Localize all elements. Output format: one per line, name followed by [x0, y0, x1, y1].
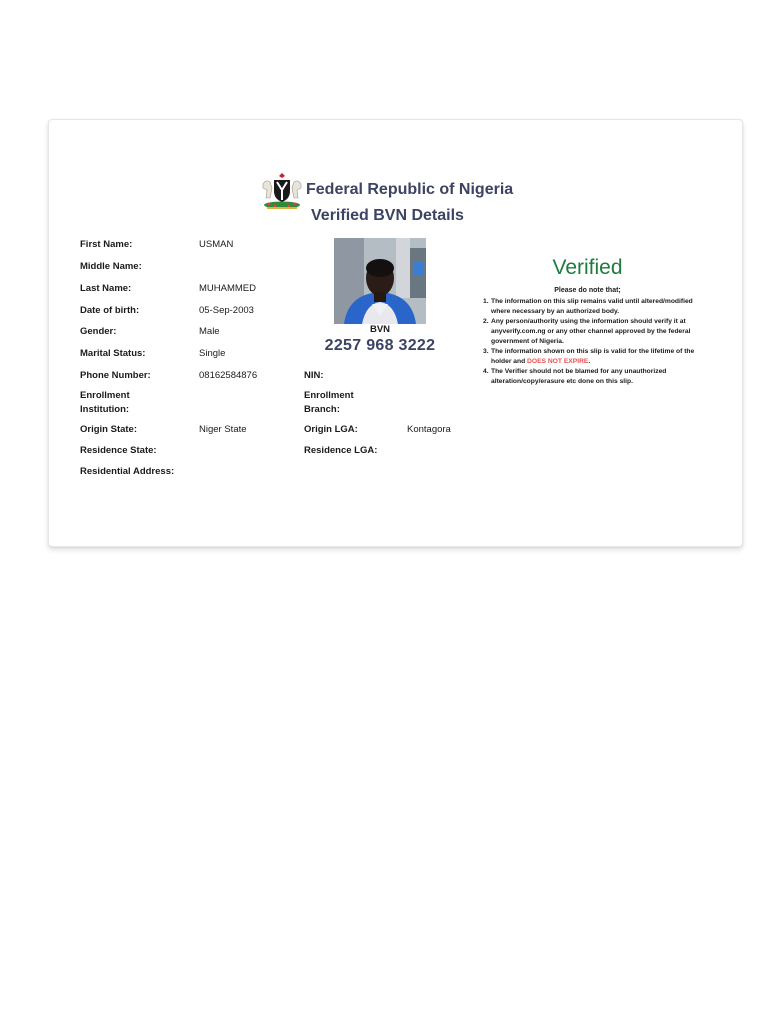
origin-lga-label: Origin LGA:: [304, 424, 358, 435]
list-item: [483, 317, 713, 347]
origin-lga-value: Kontagora: [407, 424, 451, 435]
notes-heading: Please do note that;: [554, 287, 621, 294]
gender-value: Male: [199, 326, 220, 337]
note-number: 2.: [483, 318, 489, 325]
enrollment-institution-label-line2: Institution:: [80, 404, 130, 415]
note-number: 1.: [483, 298, 489, 305]
verified-status: Verified: [552, 256, 623, 279]
note-text: Any person/authority using the information should verify it at anyverify.com.ng or any other channel approved by the federal government of Nigeria.: [491, 318, 691, 345]
note-text-end: .: [588, 358, 591, 365]
residential-address-label: Residential Address:: [80, 466, 175, 477]
nigeria-coat-of-arms-icon: [257, 172, 307, 210]
dob-label: Date of birth:: [80, 305, 140, 316]
page-title: Federal Republic of Nigeria: [306, 181, 514, 198]
marital-status-value: Single: [199, 348, 226, 359]
list-item: [483, 297, 713, 317]
middle-name-label: Middle Name:: [80, 261, 142, 272]
gender-label: Gender:: [80, 326, 117, 337]
notes-list: [483, 297, 713, 387]
enrollment-branch-label-line1: Enrollment: [304, 390, 354, 401]
slip-header: [49, 172, 742, 232]
residence-state-label: Residence State:: [80, 445, 157, 456]
note-text: The information on this slip remains valid until altered/modified where necessary by an authorized body.: [491, 298, 693, 315]
phone-value: 08162584876: [199, 370, 258, 381]
note-number: 3.: [483, 348, 489, 355]
bvn-slip-card: [48, 119, 743, 547]
note-text: The information shown on this slip is valid for the lifetime of the holder and: [491, 348, 695, 365]
dob-value: 05-Sep-2003: [199, 305, 254, 316]
bvn-number: 2257 968 3222: [324, 337, 436, 354]
nin-label: NIN:: [304, 370, 324, 381]
origin-state-label: Origin State:: [80, 424, 138, 435]
does-not-expire-highlight: DOES NOT EXPIRE: [527, 358, 589, 365]
first-name-label: First Name:: [80, 239, 133, 250]
first-name-value: USMAN: [199, 239, 234, 250]
residence-lga-label: Residence LGA:: [304, 445, 378, 456]
list-item: [483, 347, 713, 367]
enrollment-institution-label-line1: Enrollment: [80, 390, 130, 401]
holder-photo: [334, 238, 426, 324]
last-name-value: MUHAMMED: [199, 283, 256, 294]
origin-state-value: Niger State: [199, 424, 247, 435]
list-item: [483, 367, 713, 387]
marital-status-label: Marital Status:: [80, 348, 146, 359]
note-number: 4.: [483, 368, 489, 375]
phone-label: Phone Number:: [80, 370, 151, 381]
enrollment-branch-label-line2: Branch:: [304, 404, 340, 415]
last-name-label: Last Name:: [80, 283, 132, 294]
note-text: The Verifier should not be blamed for any unauthorized alteration/copy/erasure etc done on this slip.: [491, 368, 667, 385]
page-subtitle: Verified BVN Details: [311, 207, 464, 224]
bvn-label: BVN: [369, 324, 391, 335]
